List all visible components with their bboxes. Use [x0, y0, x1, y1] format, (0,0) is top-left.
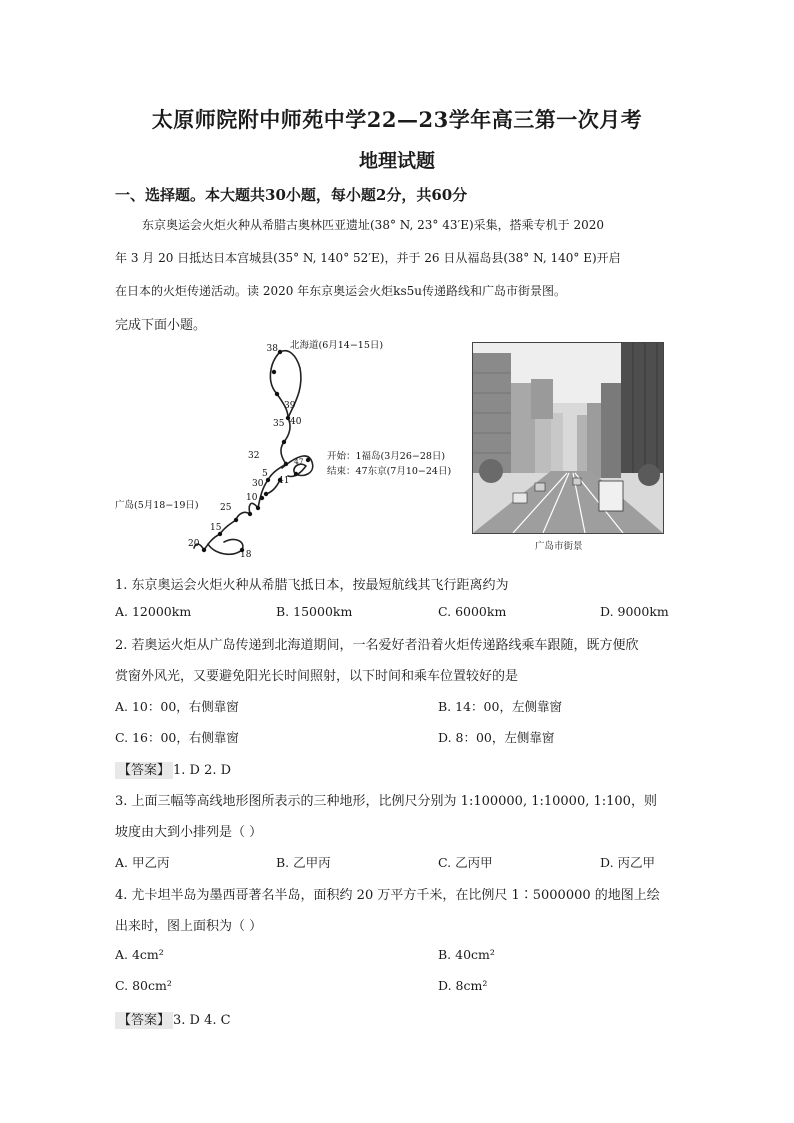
stop-label: 20 — [188, 539, 200, 549]
stop-label: 10 — [246, 493, 258, 503]
stop-label: 47 — [294, 457, 304, 466]
q1-option-b: B. 15000km — [276, 604, 353, 619]
stop-label: 39 — [284, 401, 296, 411]
stop-label: 5 — [262, 469, 268, 479]
stop-label: 18 — [240, 550, 252, 560]
question-2-line-2: 赏窗外风光，又要避免阳光长时间照射，以下时间和乘车位置较好的是 — [115, 669, 519, 684]
question-1: 1. 东京奥运会火炬火种从希腊飞抵日本，按最短航线其飞行距离约为 — [115, 578, 509, 593]
q4-option-a: A. 4cm² — [115, 947, 164, 962]
q3-option-d: D. 丙乙甲 — [600, 855, 656, 870]
q4-option-b: B. 40cm² — [438, 947, 495, 962]
q2-option-c: C. 16：00，右侧靠窗 — [115, 730, 239, 745]
answer-text: 3. D 4. C — [173, 1013, 231, 1028]
answer-3-4 — [115, 1009, 231, 1028]
stop-label: 38 — [266, 344, 278, 354]
stop-label: 41 — [278, 476, 290, 486]
answer-1-2 — [115, 759, 231, 778]
q3-option-b: B. 乙甲丙 — [276, 855, 331, 870]
q4-option-d: D. 8cm² — [438, 978, 488, 993]
hiroshima-label: 广岛(5月18−19日) — [115, 500, 199, 511]
hiroshima-street-photo — [472, 342, 664, 534]
start-label: 开始：1福岛(3月26−28日) — [327, 451, 446, 462]
question-2-line-1: 2. 若奥运火炬从广岛传递到北海道期间，一名爱好者沿着火炬传递路线乘车跟随，既方便欣 — [115, 638, 639, 653]
q2-option-a: A. 10：00，右侧靠窗 — [115, 699, 239, 714]
q2-option-d: D. 8：00，左侧靠窗 — [438, 730, 555, 745]
route-map-graphic — [112, 338, 457, 560]
answer-tag: 【答案】 — [115, 762, 173, 779]
stop-label: 15 — [210, 523, 222, 533]
question-3-line-2: 坡度由大到小排列是（ ） — [115, 825, 263, 840]
answer-text: 1. D 2. D — [173, 763, 232, 778]
photo-caption: 广岛市街景 — [535, 541, 583, 552]
q1-option-a: A. 12000km — [115, 604, 192, 619]
hokkaido-label: 北海道(6月14−15日) — [290, 340, 384, 351]
stop-label: 30 — [252, 479, 264, 489]
q2-option-b: B. 14：00，左侧靠窗 — [438, 699, 562, 714]
intro-line-3: 在日本的火炬传递活动。读 2020 年东京奥运会火炬ks5u传递路线和广岛市街景图。 — [115, 284, 566, 298]
exam-subtitle: 地理试题 — [358, 150, 435, 172]
stop-label: 25 — [220, 503, 232, 513]
question-4-line-2: 出来时，图上面积为（ ） — [115, 919, 263, 934]
q1-option-d: D. 9000km — [600, 604, 669, 619]
end-label: 结束：47东京(7月10−24日) — [327, 466, 452, 477]
exam-title: 太原师院附中师苑中学22—23学年高三第一次月考 — [151, 107, 643, 132]
section-heading: 一、选择题。本大题共30小题，每小题2分，共60分 — [115, 186, 468, 204]
intro-line-1: 东京奥运会火炬火种从希腊古奥林匹亚遗址(38° N, 23° 43′E)采集，搭乘专机于 2020 — [142, 218, 605, 232]
torch-route-map — [112, 338, 457, 560]
stop-label: 32 — [248, 451, 260, 461]
street-photo-graphic — [473, 343, 663, 533]
q4-option-c: C. 80cm² — [115, 978, 172, 993]
answer-tag: 【答案】 — [115, 1012, 173, 1029]
intro-line-2: 年 3 月 20 日抵达日本宫城县(35° N, 140° 52′E)，并于 26 日从福岛县(38° N, 140° E)开启 — [115, 251, 621, 265]
kyushu-loop — [208, 540, 243, 555]
q1-option-c: C. 6000km — [438, 604, 507, 619]
stop-label: 35 — [273, 419, 285, 429]
q3-option-a: A. 甲乙丙 — [115, 855, 170, 870]
intro-instruction: 完成下面小题。 — [115, 318, 207, 333]
stop-label: 40 — [290, 417, 302, 427]
question-3-line-1: 3. 上面三幅等高线地形图所表示的三种地形，比例尺分别为 1:100000, 1:10000, 1:100，则 — [115, 794, 657, 809]
question-4-line-1: 4. 尤卡坦半岛为墨西哥著名半岛，面积约 20 万平方千米，在比例尺 1∶5000000 的地图上绘 — [115, 888, 660, 903]
q3-option-c: C. 乙丙甲 — [438, 855, 493, 870]
